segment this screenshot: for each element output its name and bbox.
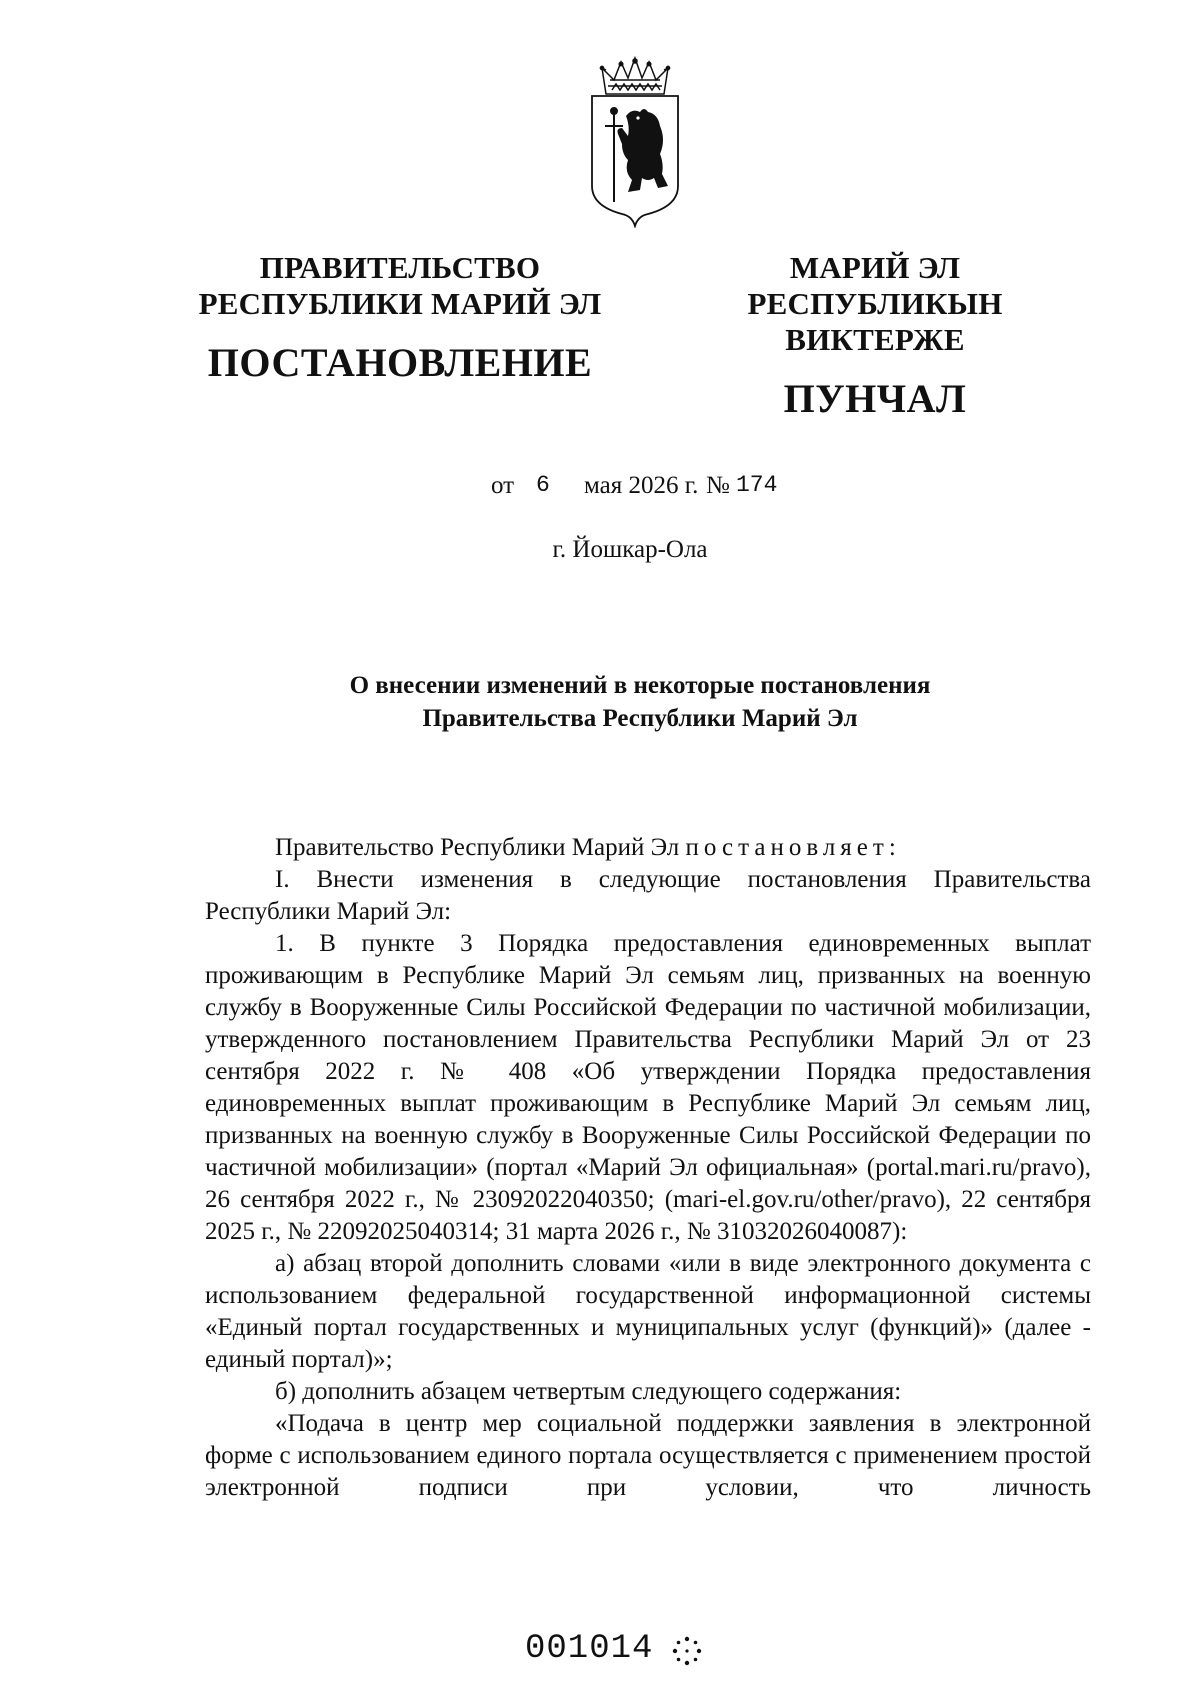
authority-name-ru-line2: РЕСПУБЛИКИ МАРИЙ ЭЛ bbox=[198, 286, 602, 321]
paragraph-subitem-b: б) дополнить абзацем четвертым следующего содержания: bbox=[275, 1378, 902, 1405]
date-prefix: от bbox=[491, 472, 515, 499]
preamble-lead: Правительство Республики Марий Эл bbox=[275, 834, 686, 861]
date-month-year: мая 2026 г. bbox=[584, 472, 699, 499]
coat-of-arms-icon bbox=[588, 56, 682, 228]
paragraph-subitem-a: а) абзац второй дополнить словами «или в виде электронного документа с использованием федеральной государственной информационной системы «Единый портал государственных и муниципальных услуг (функций)» (далее - единый портал)»; bbox=[205, 1250, 1091, 1373]
subject-line2: Правительства Республики Марий Эл bbox=[422, 705, 858, 732]
document-type-ru: ПОСТАНОВЛЕНИЕ bbox=[207, 340, 593, 385]
document-number-label: № bbox=[706, 472, 730, 499]
document-subject bbox=[200, 669, 1080, 735]
authority-name-mari-line2: ВИКТЕРЖЕ bbox=[785, 322, 965, 357]
header-left bbox=[190, 250, 610, 386]
subject-line1: О внесении изменений в некоторые постановления bbox=[349, 672, 931, 699]
document-body bbox=[205, 832, 1091, 1504]
footer bbox=[525, 1630, 785, 1680]
authority-name-ru-line1: ПРАВИТЕЛЬСТВО bbox=[259, 250, 541, 285]
form-serial-number: 001014 bbox=[525, 1630, 654, 1668]
seal-mark-icon bbox=[670, 1634, 704, 1668]
date-day: 6 bbox=[536, 472, 550, 498]
paragraph-preamble bbox=[205, 832, 1091, 864]
city: г. Йошкар-Ола bbox=[552, 536, 708, 563]
authority-name-mari-line1: МАРИЙ ЭЛ РЕСПУБЛИКЫН bbox=[747, 250, 1003, 321]
preamble-decree-word: постановляет: bbox=[685, 834, 901, 861]
paragraph-section-1: I. Внести изменения в следующие постановления Правительства Республики Марий Эл: bbox=[205, 866, 1091, 925]
paragraph-item-1: 1. В пункте 3 Порядка предоставления единовременных выплат проживающим в Республике Марий Эл семьям лиц, призванных на военную службу в Вооруженные Силы Российской Федерации по частичной мобилизации, утвержденного постановлением Правительства Республики Марий Эл от 23 сентября 2022 г. № 408 «Об утверждении Порядка предоставления единовременных выплат проживающим в Республике Марий Эл семьям лиц, призванных на военную службу в Вооруженные Силы Российской Федерации по частичной мобилизации» (портал «Марий Эл официальная» (portal.mari.ru/pravo), 26 сентября 2022 г., № 23092022040350; (mari-el.gov.ru/other/pravo), 22 сентября 2025 г., № 22092025040314; 31 марта 2026 г., № 31032026040087): bbox=[205, 930, 1091, 1245]
header-right bbox=[660, 250, 1090, 422]
document-number: 174 bbox=[736, 472, 778, 498]
paragraph-quote: «Подача в центр мер социальной поддержки заявления в электронной форме с использованием единого портала осуществляется с применением простой электронной подписи при условии, что личность bbox=[205, 1410, 1091, 1501]
document-type-mari: ПУНЧАЛ bbox=[783, 376, 967, 421]
